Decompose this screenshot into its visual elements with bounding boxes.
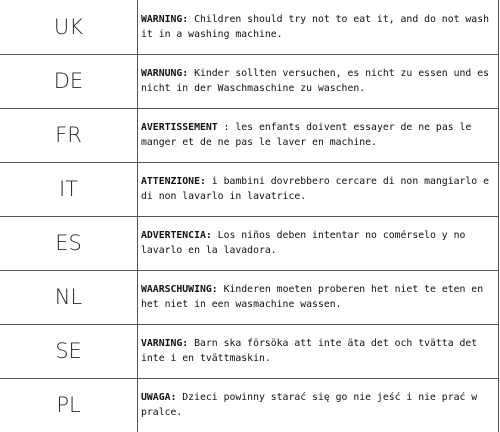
warning-label: WARNING:: [141, 13, 189, 25]
warning-text-cell: [138, 270, 499, 324]
warning-text: Los niños deben intentar no comérselo y no lavarlo en la lavadora.: [141, 230, 466, 256]
language-code: ES: [0, 216, 138, 270]
warning-row-it: [0, 162, 499, 216]
warning-row-de: [0, 54, 499, 108]
warning-text: Kinderen moeten proberen het niet te eten en het niet in een wasmachine wassen.: [141, 284, 484, 310]
warning-text-cell: [138, 108, 499, 162]
warning-text: Dzieci powinny starać się go nie jeść i nie prać w pralce.: [141, 392, 478, 419]
warning-row-se: [0, 324, 499, 378]
warning-label: VARNING:: [141, 338, 189, 349]
warning-label: ADVERTENCIA:: [141, 230, 212, 241]
warning-text: Children should try not to eat it, and do not wash it in a washing machine.: [141, 13, 489, 40]
warning-label: WARNUNG:: [141, 68, 189, 79]
warning-row-uk: [0, 0, 499, 54]
warning-text-cell: [138, 0, 499, 54]
warning-row-es: [0, 216, 499, 270]
warning-text: i bambini dovrebbero cercare di non mangiarlo e di non lavarlo in lavatrice.: [141, 176, 490, 202]
language-code: SE: [0, 324, 138, 378]
warning-label: WAARSCHUWING:: [141, 284, 218, 295]
warning-label: UWAGA:: [141, 392, 177, 404]
warning-row-nl: [0, 270, 499, 324]
warning-text-cell: [138, 162, 499, 216]
language-code: DE: [0, 54, 138, 108]
language-code: PL: [0, 378, 138, 432]
warning-text-cell: [138, 324, 499, 378]
warning-text-cell: [138, 378, 499, 432]
warning-text-cell: [138, 54, 499, 108]
warning-text: Barn ska försöka att inte äta det och tvätta det inte i en tvättmaskin.: [141, 338, 478, 364]
warning-text: Kinder sollten versuchen, es nicht zu essen und es nicht in der Waschmaschine zu waschen.: [141, 68, 489, 94]
warning-text: : les enfants doivent essayer de ne pas le manger et de ne pas le laver en machine.: [141, 122, 472, 148]
warning-row-fr: [0, 108, 499, 162]
warning-label: ATTENZIONE:: [141, 176, 206, 187]
language-code: UK: [0, 0, 138, 54]
language-code: FR: [0, 108, 138, 162]
warning-row-pl: [0, 378, 499, 432]
warning-text-cell: [138, 216, 499, 270]
language-code: IT: [0, 162, 138, 216]
warning-label: AVERTISSEMENT: [141, 122, 218, 133]
language-code: NL: [0, 270, 138, 324]
